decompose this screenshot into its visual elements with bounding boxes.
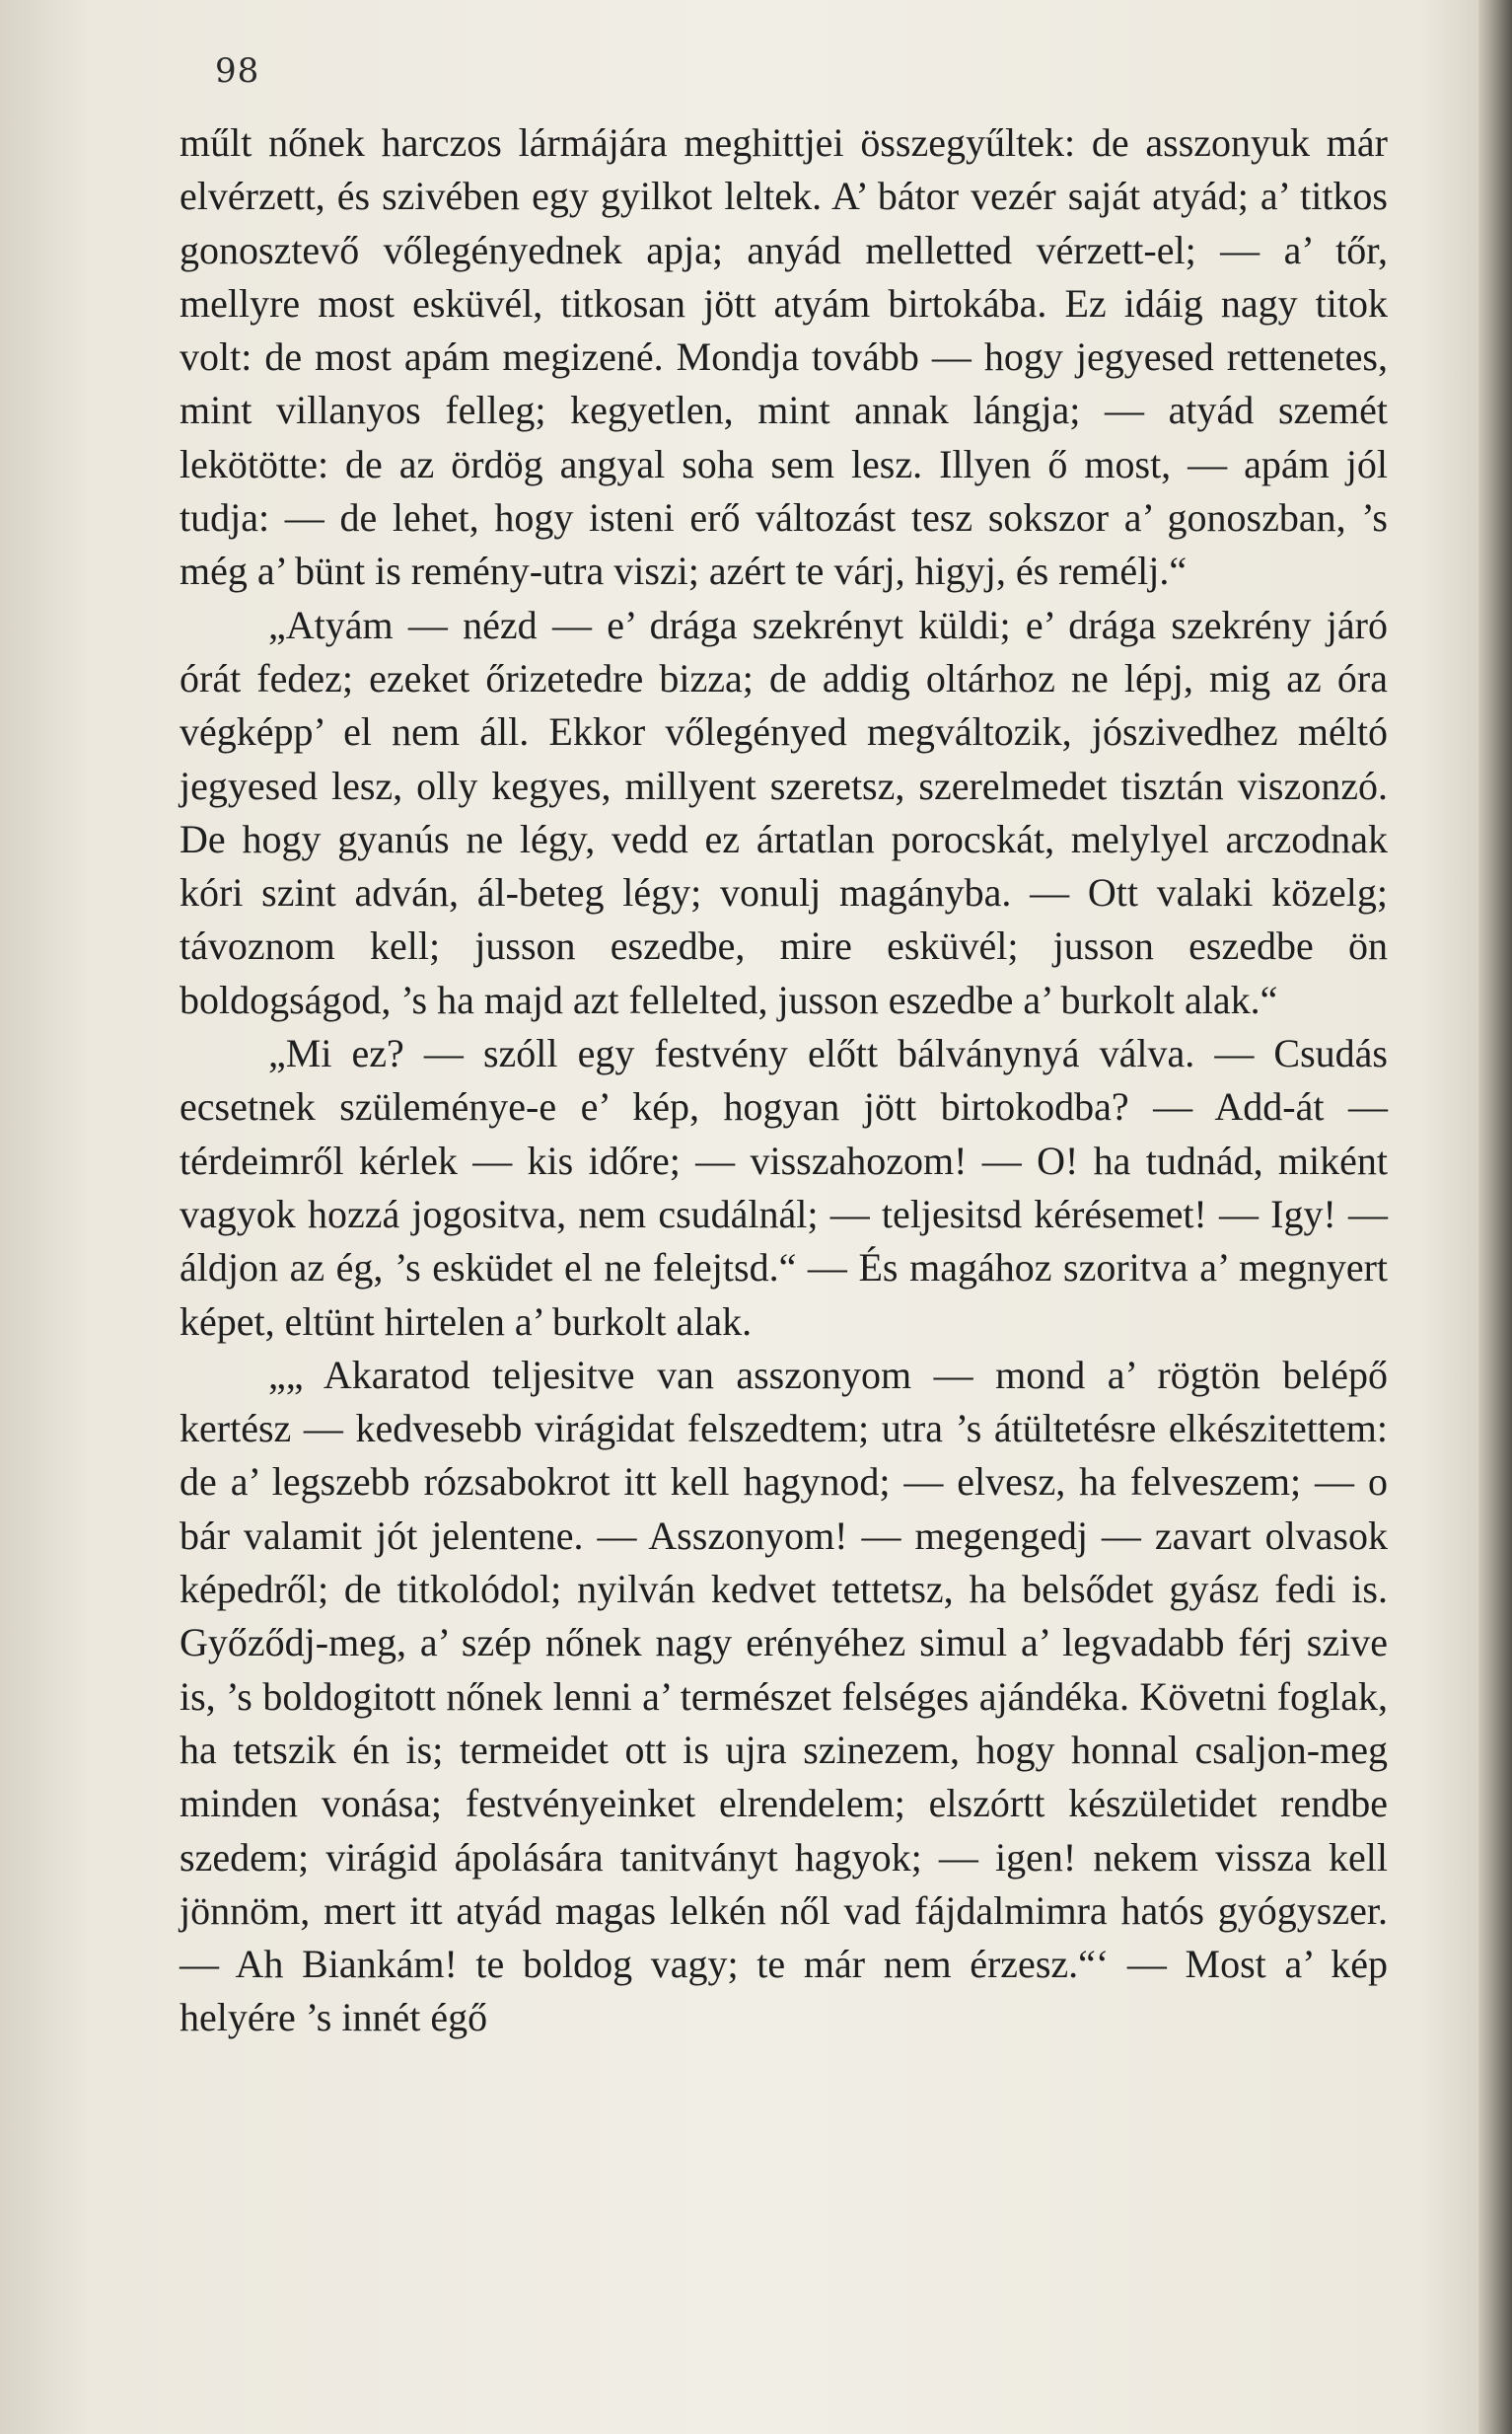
page-number: 98 xyxy=(215,51,260,91)
page-edge-shadow xyxy=(1478,0,1512,2434)
paragraph-1: műlt nőnek harczos lármájára meghittjei összegyűltek: de asszonyuk már elvérzett, és szivében egy gyilkot leltek. A’ bátor vezér saját atyád; a’ titkos gonosztevő vőlegényednek apja; anyád melletted vérzett-el; — a’ tőr, mellyre most esküvél, titkosan jött atyám birtokába. Ez idáig nagy titok volt: de most apám megizené. Mondja tovább — hogy jegyesed rettenetes, mint villanyos felleg; kegyetlen, mint annak lángja; — atyád szemét lekötötte: de az ördög angyal soha sem lesz. Illyen ő most, — apám jól tudja: — de lehet, hogy isteni erő változást tesz sokszor a’ gonoszban, ’s még a’ bünt is remény-utra viszi; azért te várj, higyj, és remélj.“ xyxy=(180,120,1388,594)
paragraph-4: „„ Akaratod teljesitve van asszonyom — mond a’ rögtön belépő kertész — kedvesebb virágidat felszedtem; utra ’s átültetésre elkészitettem: de a’ legszebb rózsabokrot itt kell hagynod; — elvesz, ha felveszem; — o bár valamit jót jelentene. — Asszonyom! — megengedj — zavart olvasok képedről; de titkolódol; nyilván kedvet tettetsz, ha belsődet gyász fedi is. Győződj-meg, a’ szép nőnek nagy erényéhez simul a’ legvadabb férj szive is, ’s boldogitott nőnek lenni a’ természet felséges ajándéka. Követni foglak, ha tetszik én is; termeidet ott is ujra szinezem, hogy honnal csaljon-meg minden vonása; festvényeinket elrendelem; elszórtt készületidet rendbe szedem; virágid ápolására tanitványt hagyok; — igen! nekem vissza kell jönnöm, mert itt atyád magas lelkén nől vad fájdalmimra hatós gyógyszer. — Ah Biankám! te boldog vagy; te már nem érzesz.“‘ — Most a’ kép helyére ’s innét égő xyxy=(180,1352,1388,2040)
paragraph-2: „Atyám — nézd — e’ drága szekrényt küldi; e’ drága szekrény járó órát fedez; ezeket őrizetedre bizza; de addig oltárhoz ne lépj, mig az óra végképp’ el nem áll. Ekkor vőlegényed megváltozik, jószivedhez méltó jegyesed lesz, olly kegyes, millyent szeretsz, szerelmedet tisztán viszonzó. De hogy gyanús ne légy, vedd ez ártatlan porocskát, melylyel arczodnak kóri szint adván, ál-beteg légy; vonulj magányba. — Ott valaki közelg; távoznom kell; jusson eszedbe, mire esküvél; jusson eszedbe ön boldogságod, ’s ha majd azt fellelted, jusson eszedbe a’ burkolt alak.“ xyxy=(180,602,1388,1022)
paragraph-3: „Mi ez? — szóll egy festvény előtt bálványnyá válva. — Csudás ecsetnek szüleménye-e e’ kép, hogyan jött birtokodba? — Add-át — térdeimről kérlek — kis időre; — visszahozom! — O! ha tudnád, miként vagyok hozzá jogositva, nem csudálnál; — teljesitsd kérésemet! — Igy! — áldjon az ég, ’s esküdet el ne felejtsd.“ — És magához szoritva a’ megnyert képet, eltünt hirtelen a’ burkolt alak. xyxy=(180,1031,1388,1344)
page-text xyxy=(180,116,1388,2045)
